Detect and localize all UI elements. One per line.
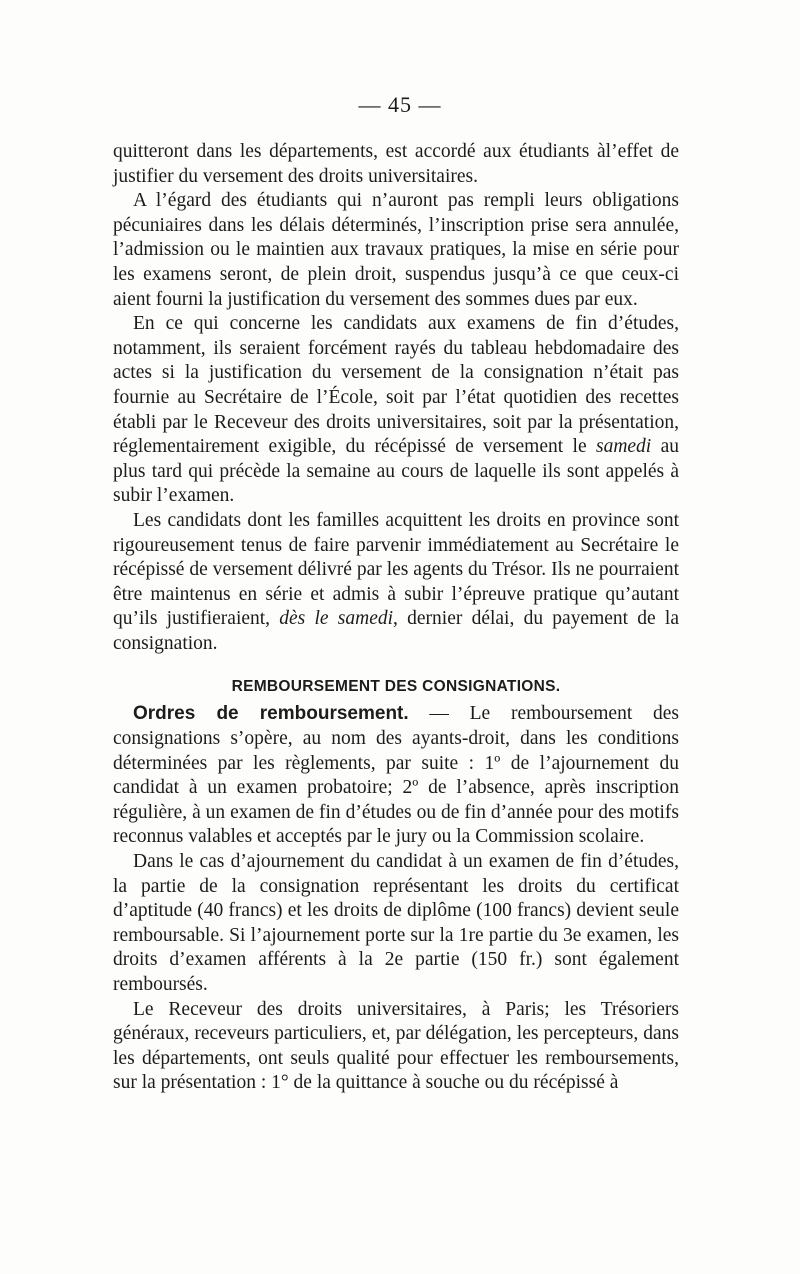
page-number: — 45 — [358,92,442,117]
paragraph-3-text-start: En ce qui concerne les candidats aux examens de fin d’études, notamment, ils seraient forcément rayés du tableau hebdomadaire des actes si la justification du versement de la consignation n’était pas fournie au Secrétaire de l’École, soit par l’état quotidien des recettes établi par le Receveur des droits universitaires, soit par la présentation, réglementairement exigible, du récépissé de versement le [113,313,679,458]
paragraph-2 [113,189,679,312]
paragraph-3-italic: samedi [595,436,652,458]
paragraph-7-text: Le Receveur des droits universitaires, à Paris; les Trésoriers généraux, receveurs particuliers, et, par délégation, les percepteurs, dans les départements, ont seuls qualité pour effectuer les remboursements, sur la présentation : 1° de la quittance à souche ou du récépissé à [113,998,679,1094]
paragraph-3-text-end: au plus tard qui précède la semaine au cours de laquelle ils sont appelés à subir l’examen. [113,436,680,507]
subheading: Ordres de remboursement. [133,703,409,725]
paragraph-4-text-end: , dernier délai, du payement de la consignation. [113,608,680,654]
paragraph-7 [113,998,679,1096]
paragraph-5 [113,702,679,850]
section-title: REMBOURSEMENT DES CONSIGNATIONS. [231,678,561,696]
paragraph-2-text: A l’égard des étudiants qui n’auront pas rempli leurs obligations pécuniaires dans les délais déterminés, l’inscription prise sera annulée, l’admission ou le maintien aux travaux pratiques, la mise en série pour les examens seront, de plein droit, suspendus jusqu’à ce que ceux-ci aient fourni la justification du versement des sommes dues par eux. [113,190,679,310]
paragraph-4 [113,509,679,657]
paragraph-3 [113,312,679,509]
paragraph-6-text: Dans le cas d’ajournement du candidat à un examen de fin d’études, la partie de la consignation représentant les droits du certificat d’aptitude (40 francs) et les droits de diplôme (100 francs) devient seule remboursable. Si l’ajournement porte sur la 1re partie du 3e examen, les droits d’examen afférents à la 2e partie (150 fr.) sont également remboursés. [113,851,679,995]
body-text [113,140,679,1096]
paragraph-5-text: — Le remboursement des consignations s’opère, au nom des ayants-droit, dans les conditions déterminées par les règlements, par suite : 1º de l’ajournement du candidat à un examen probatoire; 2º de l’absence, après inscription régulière, à un examen de fin d’études ou de fin d’année pour des motifs reconnus valables et acceptés par le jury ou la Commission scolaire. [113,703,679,848]
paragraph-4-italic: dès le samedi [279,608,394,630]
paragraph-1 [113,140,679,189]
paragraph-1-text: quitteront dans les départements, est accordé aux étudiants àl’effet de justifier du versement des droits universitaires. [113,141,679,187]
paragraph-4-text-start: Les candidats dont les familles acquittent les droits en province sont rigoureusement tenus de faire parvenir immédiatement au Secrétaire le récépissé de versement délivré par les agents du Trésor. Ils ne pourraient être maintenus en série et admis à subir l’épreuve pratique qu’autant qu’ils justifieraient, [113,509,679,630]
paragraph-6 [113,850,679,998]
